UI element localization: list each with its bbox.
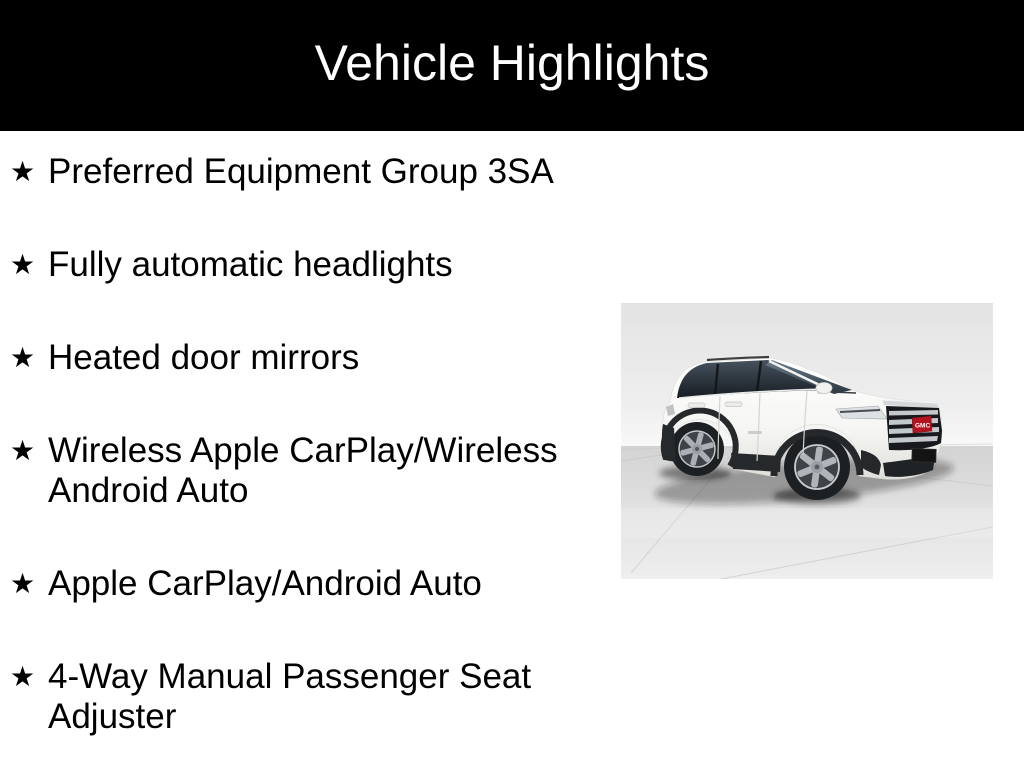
title-bar: [0, 0, 1024, 131]
list-item: [10, 564, 588, 604]
front-plate-box: [912, 449, 936, 463]
cowl-line: [831, 392, 856, 393]
star-bullet-icon: ★: [10, 341, 36, 374]
page-title: Vehicle Highlights: [314, 34, 710, 91]
gmc-badge: [912, 416, 932, 433]
car-wheel-rear: [670, 422, 724, 476]
list-item: [10, 657, 588, 737]
highlight-text: Fully automatic headlights: [48, 245, 453, 284]
svg-text:GMC: GMC: [915, 422, 931, 430]
vehicle-photo-illustration: [621, 303, 993, 579]
highlight-text: Preferred Equipment Group 3SA: [48, 152, 554, 191]
star-bullet-icon: ★: [10, 248, 36, 281]
acadia-fender-badge: [748, 431, 762, 434]
highlight-text: Heated door mirrors: [48, 338, 360, 377]
vehicle-photo: [621, 303, 993, 579]
highlights-list: [10, 152, 588, 737]
car-wheel-front: [784, 434, 850, 500]
highlight-text: Wireless Apple CarPlay/Wireless Android Auto: [48, 431, 558, 510]
highlight-text: 4-Way Manual Passenger Seat Adjuster: [48, 657, 532, 736]
star-bullet-icon: ★: [10, 567, 36, 600]
star-bullet-icon: ★: [10, 660, 36, 693]
list-item: [10, 431, 588, 511]
list-item: [10, 245, 588, 285]
star-bullet-icon: ★: [10, 155, 36, 188]
list-item: [10, 152, 588, 192]
side-mirror: [816, 383, 832, 395]
highlight-text: Apple CarPlay/Android Auto: [48, 564, 482, 603]
star-bullet-icon: ★: [10, 434, 36, 467]
list-item: [10, 338, 588, 378]
